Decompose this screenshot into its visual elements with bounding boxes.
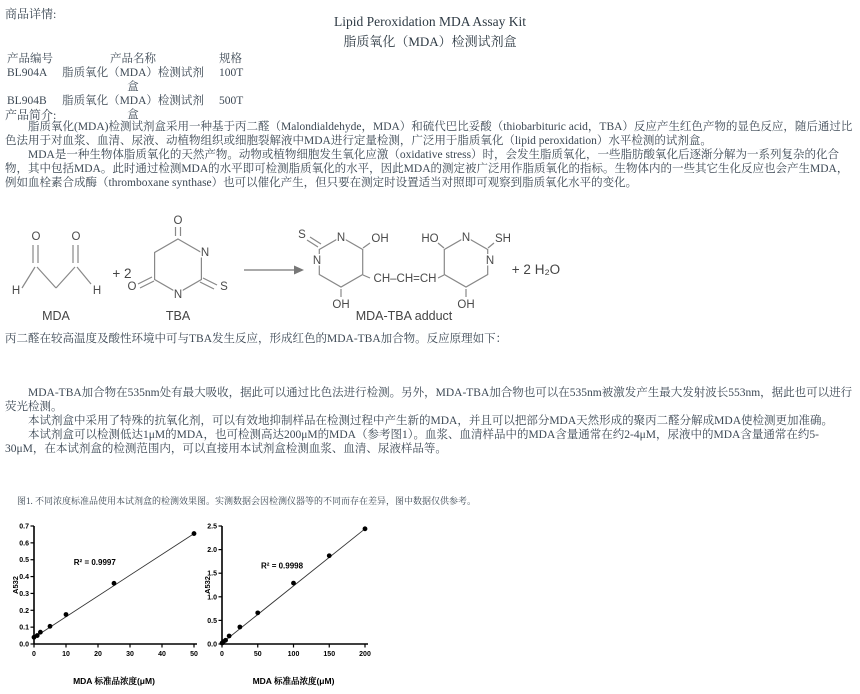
reaction-note: 丙二醛在较高温度及酸性环境中可与TBA发生反应，形成红色的MDA-TBA加合物。反应原理如下： (5, 333, 508, 345)
water-label: + 2 H₂O (511, 262, 561, 277)
svg-text:2.0: 2.0 (207, 547, 217, 555)
product-name-cell: 脂质氧化（MDA）检测试剂盒 (62, 67, 204, 93)
svg-text:50: 50 (253, 651, 262, 658)
atom-label: H (92, 285, 102, 297)
intro-paragraph: MDA是一种生物体脂质氧化的天然产物。动物或植物细胞发生氧化应激（oxidative stress）时，会发生脂质氧化，一些脂肪酸氧化后逐渐分解为一系列复杂的化合物，其中包括MDA。此时通过检测MDA的水平即可检测脂质氧化的水平，因此MDA的测定被广泛用作脂质氧化的指标。生物体内的一些其它生化反应也会产生MDA，例如血栓素合成酶（thromboxane synthase）也可以催化产生，但只要在测定时设置适当对照即可观察到脂质氧化水平的变化。 (5, 149, 849, 189)
svg-text:0.5: 0.5 (207, 617, 217, 625)
product-name-cell: 脂质氧化（MDA）检测试剂盒 (62, 95, 204, 121)
figure-charts (10, 520, 377, 690)
detection-paragraph: MDA-TBA加合物在535nm处有最大吸收，据此可以通过比色法进行检测。另外，MDA-TBA加合物也可以在535nm被激发产生最大发射波长553nm，据此也可以进行荧光检测。 (5, 387, 853, 413)
standard-curve-chart-low-range (10, 520, 202, 690)
mda-label: MDA (42, 309, 70, 323)
product-spec-cell: 500T (219, 95, 244, 107)
svg-text:200: 200 (359, 651, 371, 658)
svg-text:50: 50 (190, 651, 198, 658)
svg-text:150: 150 (323, 651, 336, 658)
product-details-label: 商品详情: (5, 7, 57, 21)
svg-text:20: 20 (94, 651, 102, 658)
atom-label: O (127, 281, 137, 293)
svg-text:0.4: 0.4 (19, 574, 29, 582)
atom-label: N (336, 232, 346, 244)
reaction-arrow (244, 266, 304, 275)
reaction-scheme (6, 214, 562, 328)
svg-text:0.2: 0.2 (19, 607, 29, 615)
svg-text:0: 0 (220, 651, 224, 658)
product-spec-cell: 100T (219, 67, 244, 79)
atom-label: H (11, 285, 21, 297)
svg-text:MDA 标准品浓度(μM): MDA 标准品浓度(μM) (252, 676, 335, 686)
atom-label: N (173, 289, 183, 301)
svg-text:30: 30 (126, 651, 134, 658)
intro-paragraph: 脂质氧化(MDA)检测试剂盒采用一种基于丙二醛（Malondialdehyde，MDA）和硫代巴比妥酸（thiobarbituric acid，TBA）反应产生红色产物的显色反应，随后通过比色法用于对血浆、血清、尿液、动植物组织或细胞裂解液中MDA进行定量检测，广泛用于脂质氧化（lipid peroxidation）水平检测的试剂盒。 (5, 121, 853, 147)
chain-label: CH–CH=CH (373, 273, 437, 285)
column-header-code: 产品编号 (7, 53, 53, 65)
product-title-zh: 脂质氧化（MDA）检测试剂盒 (343, 34, 517, 49)
atom-label: OH (332, 299, 350, 311)
detection-paragraph: 本试剂盒可以检测低达1μM的MDA，也可检测高达200μM的MDA（参考图1）。血浆、血清样品中的MDA含量通常在约2-4μM，尿液中的MDA含量通常在约5-30μM，在本试剂盒的检测范围内，可以直接用本试剂盒检测血浆、血清、尿液样品等。 (5, 429, 819, 455)
svg-text:0: 0 (32, 651, 36, 658)
plus-two-label: + 2 (112, 266, 132, 281)
atom-label: O (31, 231, 41, 243)
atom-label: OH (371, 233, 389, 245)
atom-label: S (220, 281, 228, 293)
atom-label: O (71, 231, 81, 243)
atom-label: S (298, 229, 306, 241)
svg-text:1.5: 1.5 (207, 570, 217, 578)
svg-text:40: 40 (158, 651, 166, 658)
column-header-spec: 规格 (219, 53, 242, 65)
atom-label: SH (495, 233, 511, 245)
product-code-cell: BL904B (7, 95, 47, 107)
atom-label: N (200, 247, 210, 259)
svg-text:0.0: 0.0 (207, 641, 217, 649)
atom-label: N (461, 232, 471, 244)
svg-text:0.7: 0.7 (19, 523, 29, 531)
intro-paragraphs (5, 120, 855, 190)
atom-label: O (173, 215, 183, 227)
adduct-structure (298, 229, 511, 323)
svg-text:R² = 0.9998: R² = 0.9998 (261, 561, 304, 571)
svg-text:10: 10 (62, 651, 70, 658)
tba-structure (128, 215, 229, 323)
atom-label: N (312, 255, 322, 267)
svg-text:0.6: 0.6 (19, 540, 29, 548)
standard-curve-chart-high-range (202, 520, 377, 690)
adduct-label: MDA-TBA adduct (355, 309, 453, 323)
product-title-en: Lipid Peroxidation MDA Assay Kit (334, 14, 526, 29)
svg-text:A532: A532 (203, 576, 212, 594)
svg-text:0.0: 0.0 (19, 641, 29, 649)
svg-text:R² = 0.9997: R² = 0.9997 (73, 557, 116, 567)
svg-text:100: 100 (287, 651, 300, 658)
detection-paragraphs (5, 386, 855, 456)
svg-text:1.0: 1.0 (207, 594, 217, 602)
tba-label: TBA (165, 309, 191, 323)
figure-caption: 图1. 不同浓度标准品使用本试剂盒的检测效果图。实测数据会因检测仪器等的不同而存在差异，图中数据仅供参考。 (17, 496, 477, 506)
svg-text:0.5: 0.5 (19, 557, 29, 565)
page-title (0, 14, 860, 50)
column-header-name: 产品名称 (110, 53, 156, 65)
atom-label: N (485, 255, 495, 267)
svg-text:0.3: 0.3 (19, 590, 29, 598)
svg-text:A532: A532 (11, 576, 20, 594)
svg-text:MDA 标准品浓度(μM): MDA 标准品浓度(μM) (73, 676, 155, 686)
product-code-cell: BL904A (7, 67, 48, 79)
intro-heading: 产品简介: (5, 108, 57, 122)
detection-paragraph: 本试剂盒中采用了特殊的抗氧化剂，可以有效地抑制样品在检测过程中产生新的MDA，并且可以把部分MDA天然形成的聚丙二醛分解成MDA使检测更加准确。 (28, 415, 833, 427)
atom-label: HO (421, 233, 439, 245)
svg-text:0.1: 0.1 (19, 624, 29, 632)
svg-text:2.5: 2.5 (207, 523, 217, 531)
mda-structure (12, 231, 101, 323)
atom-label: OH (457, 299, 475, 311)
